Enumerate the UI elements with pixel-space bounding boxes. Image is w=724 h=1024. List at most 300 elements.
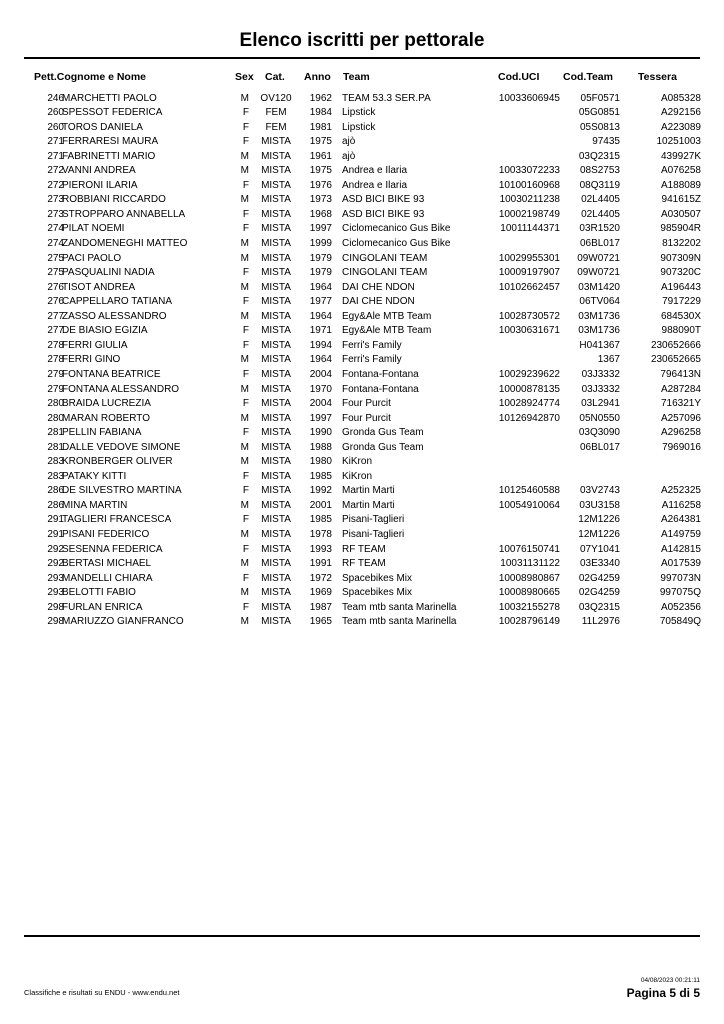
header-pett-nome: Pett.Cognome e Nome bbox=[34, 71, 147, 83]
cell-cod-uci: 10029239622 bbox=[498, 368, 560, 380]
cell-team: Spacebikes Mix bbox=[342, 587, 413, 599]
cell-tessera: 907309N bbox=[660, 252, 701, 264]
cell-pett: 271 bbox=[47, 136, 64, 148]
cell-anno: 1979 bbox=[309, 267, 332, 279]
cell-pett: 276 bbox=[47, 296, 64, 308]
cell-pett: 277 bbox=[47, 310, 64, 322]
cell-anno: 1997 bbox=[309, 223, 332, 235]
cell-cat: MISTA bbox=[261, 179, 291, 191]
table-row bbox=[24, 222, 700, 237]
cell-cat: MISTA bbox=[261, 136, 291, 148]
cell-anno: 1980 bbox=[309, 456, 332, 468]
cell-tessera: A257096 bbox=[660, 412, 701, 424]
header-team: Team bbox=[343, 71, 370, 83]
cell-name: TOROS DANIELA bbox=[62, 121, 143, 133]
cell-cat: MISTA bbox=[261, 398, 291, 410]
cell-name: FABRINETTI MARIO bbox=[62, 150, 156, 162]
cell-pett: 260 bbox=[47, 107, 64, 119]
cell-cat: MISTA bbox=[261, 485, 291, 497]
cell-cod-uci: 10100160968 bbox=[498, 179, 560, 191]
cell-cod-team: 03E3340 bbox=[579, 558, 620, 570]
cell-pett: 298 bbox=[47, 616, 64, 628]
cell-team: Egy&Ale MTB Team bbox=[342, 325, 432, 337]
cell-tessera: 439927K bbox=[660, 150, 701, 162]
cell-team: CINGOLANI TEAM bbox=[342, 267, 428, 279]
cell-team: Martin Marti bbox=[342, 485, 395, 497]
cell-cat: MISTA bbox=[261, 383, 291, 395]
header-cod-team: Cod.Team bbox=[563, 71, 613, 83]
cell-tessera: 10251003 bbox=[656, 136, 701, 148]
cell-cat: MISTA bbox=[261, 354, 291, 366]
cell-sex: M bbox=[240, 558, 249, 570]
cell-cat: MISTA bbox=[261, 223, 291, 235]
cell-anno: 2004 bbox=[309, 398, 332, 410]
cell-cod-team: 97435 bbox=[592, 136, 620, 148]
cell-sex: F bbox=[242, 325, 249, 337]
table-row bbox=[24, 135, 700, 150]
cell-cat: MISTA bbox=[261, 529, 291, 540]
cell-tessera: A076258 bbox=[660, 165, 701, 177]
cell-name: DE SILVESTRO MARTINA bbox=[62, 485, 182, 497]
cell-cod-uci: 10033072233 bbox=[498, 165, 560, 177]
cell-cat: MISTA bbox=[261, 281, 291, 293]
cell-sex: M bbox=[240, 456, 249, 468]
cell-cod-team: 08S2753 bbox=[579, 165, 620, 177]
cell-sex: M bbox=[240, 281, 249, 293]
cell-name: MINA MARTIN bbox=[62, 499, 128, 511]
cell-tessera: 230652666 bbox=[650, 339, 701, 351]
cell-cod-uci: 10054910064 bbox=[498, 499, 560, 511]
cell-team: Team mtb santa Marinella bbox=[342, 616, 457, 628]
cell-sex: F bbox=[242, 368, 249, 380]
cell-pett: 274 bbox=[47, 223, 64, 235]
cell-pett: 292 bbox=[47, 543, 64, 555]
cell-sex: M bbox=[240, 165, 249, 177]
table-row bbox=[24, 455, 700, 470]
cell-team: Ferri's Family bbox=[342, 354, 402, 366]
table-row bbox=[24, 586, 700, 601]
cell-cat: MISTA bbox=[261, 543, 291, 555]
cell-cat: MISTA bbox=[261, 238, 291, 249]
cell-cod-team: 07Y1041 bbox=[579, 543, 620, 555]
cell-sex: F bbox=[242, 470, 249, 482]
cell-team: Lipstick bbox=[342, 107, 376, 119]
cell-sex: F bbox=[242, 485, 249, 497]
table-row bbox=[24, 383, 700, 398]
cell-cat: MISTA bbox=[261, 194, 291, 206]
cell-cod-team: 02L4405 bbox=[581, 194, 620, 206]
cell-anno: 1993 bbox=[309, 543, 332, 555]
cell-team: ASD BICI BIKE 93 bbox=[342, 208, 425, 220]
cell-cod-team: 05S0813 bbox=[579, 121, 620, 133]
cell-sex: F bbox=[242, 223, 249, 235]
cell-pett: 278 bbox=[47, 339, 64, 351]
cell-team: Gronda Gus Team bbox=[342, 427, 424, 439]
cell-cod-team: 02G4259 bbox=[578, 587, 620, 599]
table-row bbox=[24, 543, 700, 558]
cell-pett: 292 bbox=[47, 558, 64, 570]
cell-anno: 1964 bbox=[309, 354, 332, 366]
cell-team: Ciclomecanico Gus Bike bbox=[342, 223, 451, 235]
cell-anno: 1979 bbox=[309, 252, 332, 264]
cell-sex: M bbox=[240, 194, 249, 206]
cell-pett: 275 bbox=[47, 267, 64, 279]
cell-anno: 1964 bbox=[309, 281, 332, 293]
cell-pett: 276 bbox=[47, 281, 64, 293]
cell-sex: M bbox=[240, 441, 249, 453]
table-row bbox=[24, 324, 700, 339]
header-tessera: Tessera bbox=[638, 71, 677, 83]
cell-cod-uci: 10126942870 bbox=[498, 412, 560, 424]
cell-tessera: A287284 bbox=[660, 383, 701, 395]
cell-cod-uci: 10032155278 bbox=[498, 601, 560, 613]
table-row bbox=[24, 426, 700, 441]
cell-cod-team: 03U3158 bbox=[579, 499, 620, 511]
cell-sex: M bbox=[240, 310, 249, 322]
cell-cod-uci: 10028730572 bbox=[498, 310, 560, 322]
cell-anno: 1981 bbox=[309, 121, 332, 133]
cell-pett: 279 bbox=[47, 368, 64, 380]
cell-tessera: A085328 bbox=[660, 92, 701, 104]
cell-cod-uci: 10029955301 bbox=[498, 252, 560, 264]
cell-sex: F bbox=[242, 267, 249, 279]
bottom-rule bbox=[24, 935, 700, 937]
cell-name: SESENNA FEDERICA bbox=[62, 543, 163, 555]
cell-name: FERRARESI MAURA bbox=[62, 136, 159, 148]
cell-team: Pisani-Taglieri bbox=[342, 529, 405, 540]
cell-name: FONTANA ALESSANDRO bbox=[62, 383, 180, 395]
cell-anno: 1962 bbox=[309, 92, 332, 104]
cell-anno: 1990 bbox=[309, 427, 332, 439]
cell-team: Andrea e Ilaria bbox=[342, 165, 408, 177]
cell-name: TAGLIERI FRANCESCA bbox=[62, 514, 172, 526]
cell-tessera: 796413N bbox=[660, 368, 701, 380]
cell-anno: 1968 bbox=[309, 208, 332, 220]
cell-cod-uci: 10028924774 bbox=[498, 398, 560, 410]
table-row bbox=[24, 339, 700, 354]
table-row bbox=[24, 208, 700, 223]
cell-tessera: 8132202 bbox=[662, 238, 701, 249]
cell-pett: 273 bbox=[47, 208, 64, 220]
cell-team: Lipstick bbox=[342, 121, 376, 133]
cell-team: DAI CHE NDON bbox=[342, 281, 415, 293]
cell-pett: 246 bbox=[47, 92, 64, 104]
cell-cod-team: 09W0721 bbox=[577, 267, 620, 279]
cell-name: BERTASI MICHAEL bbox=[62, 558, 152, 570]
cell-pett: 291 bbox=[47, 529, 64, 540]
cell-team: Egy&Ale MTB Team bbox=[342, 310, 432, 322]
cell-name: ZASSO ALESSANDRO bbox=[62, 310, 167, 322]
cell-team: Martin Marti bbox=[342, 499, 395, 511]
cell-tessera: 684530X bbox=[660, 310, 701, 322]
cell-cat: MISTA bbox=[261, 499, 291, 511]
cell-cat: MISTA bbox=[261, 150, 291, 162]
cell-name: STROPPARO ANNABELLA bbox=[62, 208, 186, 220]
cell-cod-team: 12M1226 bbox=[578, 529, 620, 540]
cell-cod-uci: 10008980867 bbox=[498, 572, 560, 584]
cell-cod-team: 03V2743 bbox=[579, 485, 620, 497]
cell-pett: 260 bbox=[47, 121, 64, 133]
cell-sex: M bbox=[240, 383, 249, 395]
cell-team: Spacebikes Mix bbox=[342, 572, 413, 584]
cell-anno: 1985 bbox=[309, 514, 332, 526]
cell-sex: F bbox=[242, 398, 249, 410]
cell-name: DE BIASIO EGIZIA bbox=[62, 325, 148, 337]
cell-anno: 1985 bbox=[309, 470, 332, 482]
cell-name: TISOT ANDREA bbox=[62, 281, 136, 293]
cell-pett: 274 bbox=[47, 238, 64, 249]
cell-cod-team: 03M1736 bbox=[578, 325, 620, 337]
cell-team: ajò bbox=[342, 136, 356, 148]
table-row bbox=[24, 601, 700, 616]
cell-tessera: A142815 bbox=[660, 543, 701, 555]
cell-name: MARCHETTI PAOLO bbox=[62, 92, 157, 104]
cell-cod-team: H041367 bbox=[579, 339, 620, 351]
cell-anno: 1975 bbox=[309, 136, 332, 148]
table-row bbox=[24, 310, 700, 325]
cell-anno: 1975 bbox=[309, 165, 332, 177]
cell-cod-team: 03Q2315 bbox=[578, 150, 620, 162]
cell-pett: 277 bbox=[47, 325, 64, 337]
cell-pett: 281 bbox=[47, 441, 64, 453]
cell-tessera: A188089 bbox=[660, 179, 701, 191]
cell-sex: M bbox=[240, 252, 249, 264]
cell-cod-uci: 10009197907 bbox=[498, 267, 560, 279]
cell-anno: 2004 bbox=[309, 368, 332, 380]
cell-name: MANDELLI CHIARA bbox=[62, 572, 153, 584]
cell-team: DAI CHE NDON bbox=[342, 296, 415, 308]
table-row bbox=[24, 281, 700, 296]
cell-cat: MISTA bbox=[261, 572, 291, 584]
cell-tessera: A116258 bbox=[661, 499, 701, 511]
cell-name: KRONBERGER OLIVER bbox=[62, 456, 173, 468]
cell-anno: 1994 bbox=[309, 339, 332, 351]
table-row bbox=[24, 121, 700, 136]
cell-cod-uci: 10000878135 bbox=[498, 383, 560, 395]
cell-team: TEAM 53.3 SER.PA bbox=[342, 92, 431, 104]
cell-name: FURLAN ENRICA bbox=[62, 601, 143, 613]
cell-anno: 1970 bbox=[309, 383, 332, 395]
cell-pett: 291 bbox=[47, 514, 64, 526]
cell-cod-team: 11L2976 bbox=[581, 616, 620, 628]
header-anno: Anno bbox=[304, 71, 331, 83]
cell-anno: 1978 bbox=[309, 529, 332, 540]
cell-cat: MISTA bbox=[261, 208, 291, 220]
cell-cod-uci: 10028796149 bbox=[498, 616, 560, 628]
cell-tessera: 705849Q bbox=[659, 616, 701, 628]
cell-cat: MISTA bbox=[261, 456, 291, 468]
table-row bbox=[24, 528, 700, 543]
cell-cat: MISTA bbox=[261, 470, 291, 482]
cell-cod-uci: 10030211238 bbox=[499, 194, 560, 206]
cell-cod-uci: 10002198749 bbox=[498, 208, 560, 220]
cell-sex: M bbox=[240, 616, 249, 628]
table-row bbox=[24, 106, 700, 121]
cell-cod-team: 03J3332 bbox=[581, 383, 620, 395]
cell-cod-team: 06BL017 bbox=[579, 441, 620, 453]
cell-team: CINGOLANI TEAM bbox=[342, 252, 428, 264]
cell-cod-team: 03Q2315 bbox=[578, 601, 620, 613]
cell-anno: 1976 bbox=[309, 179, 332, 191]
cell-tessera: A292156 bbox=[660, 107, 701, 119]
cell-cod-team: 03M1420 bbox=[578, 281, 620, 293]
cell-pett: 275 bbox=[47, 252, 64, 264]
cell-tessera: 230652665 bbox=[650, 354, 701, 366]
cell-team: Team mtb santa Marinella bbox=[342, 601, 457, 613]
cell-pett: 293 bbox=[47, 587, 64, 599]
cell-pett: 279 bbox=[47, 383, 64, 395]
cell-anno: 1972 bbox=[309, 572, 332, 584]
cell-cod-team: 06TV064 bbox=[579, 296, 620, 308]
cell-anno: 1977 bbox=[309, 296, 332, 308]
cell-anno: 1988 bbox=[309, 441, 332, 453]
cell-name: PACI PAOLO bbox=[62, 252, 122, 264]
cell-sex: M bbox=[240, 92, 249, 104]
cell-name: CAPPELLARO TATIANA bbox=[62, 296, 173, 308]
cell-team: Pisani-Taglieri bbox=[342, 514, 405, 526]
cell-name: ROBBIANI RICCARDO bbox=[62, 194, 166, 206]
cell-cat: MISTA bbox=[261, 441, 291, 453]
cell-cod-uci: 10008980665 bbox=[498, 587, 560, 599]
cell-pett: 278 bbox=[47, 354, 64, 366]
cell-tessera: A149759 bbox=[660, 529, 701, 540]
header-cod-uci: Cod.UCI bbox=[498, 71, 540, 83]
table-row bbox=[24, 92, 700, 107]
cell-pett: 283 bbox=[47, 456, 64, 468]
table-row bbox=[24, 615, 700, 630]
top-rule bbox=[24, 57, 700, 59]
cell-cod-team: 03Q3090 bbox=[578, 427, 620, 439]
table-row bbox=[24, 295, 700, 310]
cell-cat: MISTA bbox=[261, 616, 291, 628]
table-row bbox=[24, 412, 700, 427]
cell-name: ZANDOMENEGHI MATTEO bbox=[62, 238, 188, 249]
cell-pett: 281 bbox=[47, 427, 64, 439]
cell-team: Fontana-Fontana bbox=[342, 383, 419, 395]
cell-cod-team: 03R1520 bbox=[579, 223, 620, 235]
cell-cat: MISTA bbox=[261, 368, 291, 380]
cell-cod-uci: 10125460588 bbox=[498, 485, 560, 497]
cell-cat: MISTA bbox=[261, 514, 291, 526]
cell-cod-uci: 10031131122 bbox=[500, 558, 560, 570]
cell-sex: F bbox=[242, 107, 249, 119]
cell-cat: OV120 bbox=[260, 92, 292, 104]
cell-tessera: 716321Y bbox=[660, 398, 701, 410]
page-title: Elenco iscritti per pettorale bbox=[239, 30, 485, 51]
cell-team: Ferri's Family bbox=[342, 339, 402, 351]
cell-pett: 273 bbox=[47, 194, 64, 206]
cell-cod-uci: 10033606945 bbox=[498, 92, 560, 104]
table-row bbox=[24, 484, 700, 499]
cell-cat: MISTA bbox=[261, 267, 291, 279]
cell-name: DALLE VEDOVE SIMONE bbox=[62, 441, 181, 453]
cell-cat: MISTA bbox=[261, 339, 291, 351]
table-row bbox=[24, 353, 700, 368]
cell-cod-team: 02L4405 bbox=[581, 208, 620, 220]
cell-cat: MISTA bbox=[261, 601, 291, 613]
cell-pett: 280 bbox=[47, 398, 64, 410]
cell-cat: MISTA bbox=[261, 310, 291, 322]
cell-pett: 272 bbox=[47, 165, 64, 177]
cell-anno: 1984 bbox=[309, 107, 332, 119]
cell-cat: FEM bbox=[265, 121, 287, 133]
cell-name: PILAT NOEMI bbox=[62, 223, 125, 235]
cell-team: KiKron bbox=[342, 470, 373, 482]
cell-pett: 271 bbox=[47, 150, 64, 162]
cell-pett: 286 bbox=[47, 499, 64, 511]
cell-tessera: A252325 bbox=[660, 485, 701, 497]
cell-pett: 298 bbox=[47, 601, 64, 613]
cell-cod-team: 05F0571 bbox=[580, 92, 620, 104]
table-row bbox=[24, 164, 700, 179]
cell-team: Four Purcit bbox=[342, 412, 391, 424]
cell-cod-uci: 10076150741 bbox=[498, 543, 560, 555]
cell-sex: F bbox=[242, 296, 249, 308]
cell-name: VANNI ANDREA bbox=[62, 165, 136, 177]
cell-cat: MISTA bbox=[261, 252, 291, 264]
cell-sex: M bbox=[240, 499, 249, 511]
cell-tessera: A030507 bbox=[660, 208, 701, 220]
cell-anno: 1971 bbox=[309, 325, 332, 337]
cell-anno: 1999 bbox=[309, 238, 332, 249]
cell-cod-team: 09W0721 bbox=[577, 252, 620, 264]
cell-name: PASQUALINI NADIA bbox=[62, 267, 155, 279]
cell-sex: M bbox=[240, 529, 249, 540]
table-row bbox=[24, 193, 700, 208]
table-row bbox=[24, 499, 700, 514]
cell-sex: F bbox=[242, 572, 249, 584]
cell-cod-team: 03L2941 bbox=[581, 398, 620, 410]
cell-cat: MISTA bbox=[261, 165, 291, 177]
cell-anno: 1997 bbox=[309, 412, 332, 424]
cell-tessera: 907320C bbox=[660, 267, 701, 279]
cell-sex: F bbox=[242, 339, 249, 351]
cell-tessera: A296258 bbox=[660, 427, 701, 439]
cell-name: PIERONI ILARIA bbox=[62, 179, 138, 191]
table-row bbox=[24, 441, 700, 456]
cell-anno: 1965 bbox=[309, 616, 332, 628]
cell-pett: 272 bbox=[47, 179, 64, 191]
header-sex: Sex bbox=[235, 71, 254, 83]
cell-cod-team: 05G0851 bbox=[578, 107, 620, 119]
cell-sex: F bbox=[242, 601, 249, 613]
table-row bbox=[24, 237, 700, 252]
cell-cod-team: 12M1226 bbox=[578, 514, 620, 526]
cell-tessera: 997075Q bbox=[659, 587, 701, 599]
cell-team: Fontana-Fontana bbox=[342, 368, 419, 380]
cell-tessera: 997073N bbox=[660, 572, 701, 584]
cell-team: ASD BICI BIKE 93 bbox=[342, 194, 425, 206]
cell-name: BRAIDA LUCREZIA bbox=[62, 398, 151, 410]
cell-name: PELLIN FABIANA bbox=[62, 427, 142, 439]
cell-cat: MISTA bbox=[261, 587, 291, 599]
cell-sex: M bbox=[240, 587, 249, 599]
cell-sex: F bbox=[242, 514, 249, 526]
cell-cod-uci: 10011144371 bbox=[500, 223, 560, 235]
cell-name: MARIUZZO GIANFRANCO bbox=[62, 616, 184, 628]
footer-timestamp: 04/08/2023 00:21:11 bbox=[640, 977, 700, 984]
cell-cod-team: 06BL017 bbox=[579, 238, 620, 249]
cell-pett: 293 bbox=[47, 572, 64, 584]
cell-cod-uci: 10102662457 bbox=[498, 281, 560, 293]
cell-cat: MISTA bbox=[261, 325, 291, 337]
table-row bbox=[24, 557, 700, 572]
cell-cod-team: 05N0550 bbox=[579, 412, 620, 424]
cell-sex: F bbox=[242, 179, 249, 191]
cell-cod-team: 03M1736 bbox=[578, 310, 620, 322]
table-row bbox=[24, 150, 700, 165]
cell-tessera: A223089 bbox=[660, 121, 701, 133]
